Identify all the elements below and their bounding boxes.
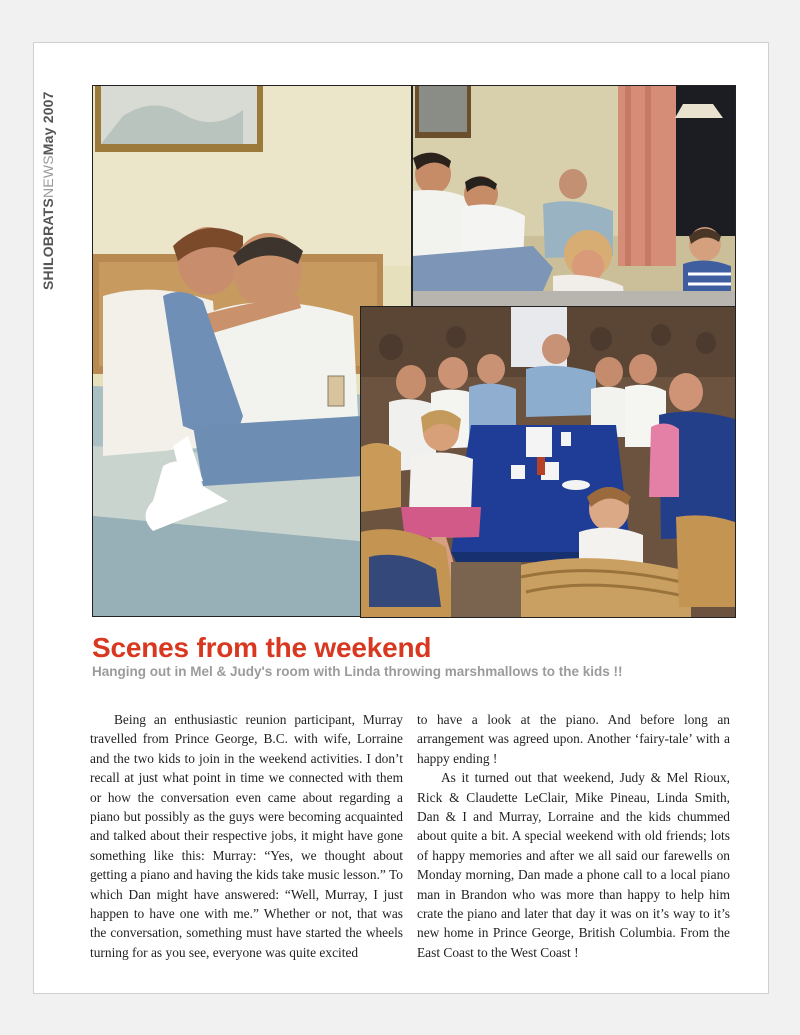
masthead-name: SHILOBRATS xyxy=(40,198,56,290)
masthead xyxy=(40,80,80,300)
masthead-news: NEWS xyxy=(40,155,56,199)
masthead-date: May 2007 xyxy=(40,91,56,156)
article-paragraph: Being an enthusiastic reunion participant, Murray travelled from Prince George, B.C. with wife, Lorraine and the two kids to join in the weekend activities. I don’t recall at just what point in time we connected with them or how the conversation even came about regarding a piano but possibly as the guys were becoming acquainted and talked about their respective jobs, it might have gone something like this: Murray: “Yes, we thought about getting a piano and having the kids take music lesson.” To which Dan might have answered: “Well, Murray, I just happen to have one with me.” Whether or not, that was the conversation, something must have started the wheels turning for as you see, everyone was quite excited xyxy=(90,712,403,960)
article-paragraph: As it turned out that weekend, Judy & Mel Rioux, Rick & Claudette LeClair, Mike Pineau, Linda Smith, Dan & I and Murray, Lorraine and the kids chummed about quite a bit. A special weekend with old friends; lots of happy memories and after we all said our farewells on Monday morning, Dan made a phone call to a local piano man in Brandon who was more than happy to help him crate the piano and later that day it was on it’s way to it’s new home in Prince George, British Columbia. From the East Coast to the West Coast ! xyxy=(417,770,730,960)
article-paragraph: to have a look at the piano. And before long an arrangement was agreed upon. Another ‘fairy-tale’ with a happy ending ! xyxy=(417,712,730,766)
photo-group-in-room xyxy=(412,85,736,307)
article-column-left xyxy=(90,710,403,962)
photo-group-at-table xyxy=(360,306,736,618)
article-subtitle: Hanging out in Mel & Judy's room with Linda throwing marshmallows to the kids !! xyxy=(92,664,623,679)
article-title: Scenes from the weekend xyxy=(92,632,432,663)
masthead-text xyxy=(40,91,56,290)
article-column-right xyxy=(417,710,730,962)
